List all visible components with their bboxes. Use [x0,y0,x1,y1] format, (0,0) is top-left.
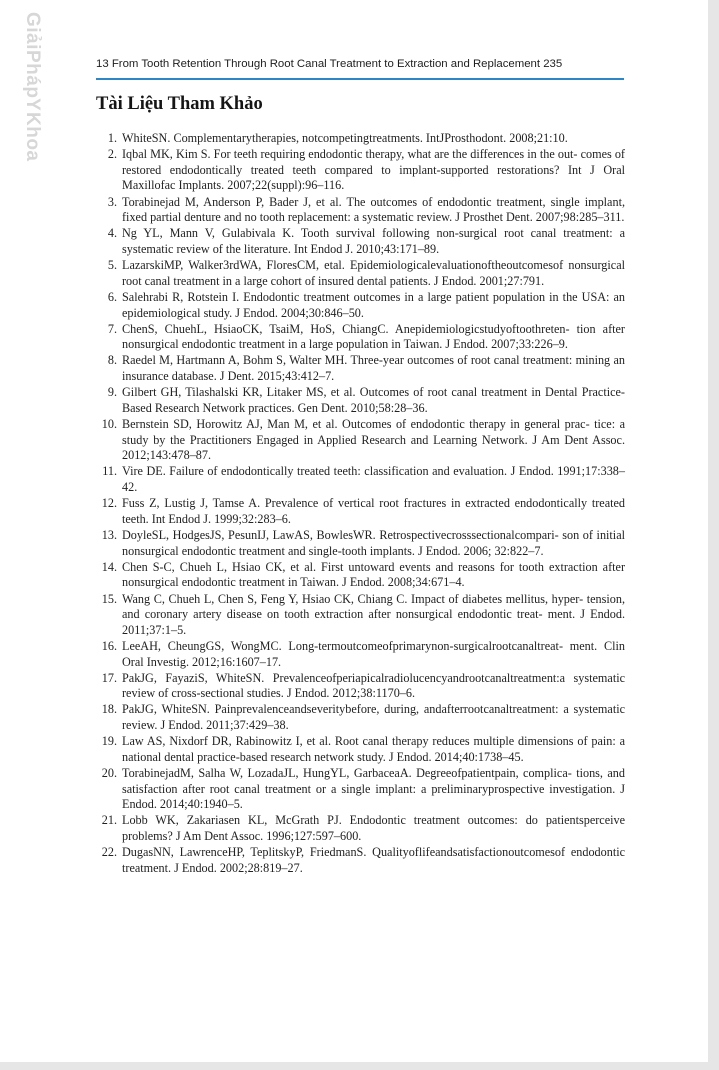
reference-number: 19. [101,734,117,749]
watermark-word: Giải [22,12,43,50]
reference-text: Chen S-C, Chueh L, Hsiao CK, et al. First untoward events and reasons for tooth extraction after nonsurgical endodontic treatment in Taiwan. J Endod. 2008;34:671–4. [122,559,625,590]
reference-number: 21. [101,813,117,828]
reference-item [96,195,625,226]
reference-text: WhiteSN. Complementarytherapies, notcompetingtreatments. IntJProsthodont. 2008;21:10. [122,131,568,145]
reference-number: 5. [107,258,117,273]
watermark-text [22,12,42,162]
reference-item [96,813,625,844]
reference-text: DugasNN, LawrenceHP, TeplitskyP, FriedmanS. Qualityoflifeandsatisfactionoutcomesof endodontic treatment. J Endod. 2002;28:819–27. [122,845,625,875]
reference-text: Wang C, Chueh L, Chen S, Feng Y, Hsiao CK, Chiang C. Impact of diabetes mellitus, hyper- tension, and coronary artery disease on tooth extraction after nonsurgical endodontic treat- ment. J Endod. 2011;37:1–5. [122,591,625,637]
reference-text: Lobb WK, Zakariasen KL, McGrath PJ. Endodontic treatment outcomes: do patientsperceive problems? J Am Dent Assoc. 1996;127:597–600. [122,813,625,843]
reference-item [96,464,625,495]
reference-text: Law AS, Nixdorf DR, Rabinowitz I, et al. Root canal therapy reduces multiple dimensions of pain: a national dental practice-based research network study. J Endod. 2014;40:1738–45. [122,734,625,764]
header-rule [96,78,624,80]
reference-number: 22. [101,845,117,860]
reference-number: 14. [101,559,117,574]
reference-number: 1. [107,131,117,145]
reference-item [96,417,625,464]
watermark-word: Y [22,98,43,112]
reference-text: LeeAH, CheungGS, WongMC. Long-termoutcomeofprimarynon-surgicalrootcanaltreat- ment. Clin Oral Investig. 2012;16:1607–17. [122,638,625,669]
reference-item [96,147,625,194]
watermark-word: Pháp [22,49,43,99]
reference-item [96,226,625,257]
reference-number: 18. [101,702,117,717]
reference-item [96,560,625,591]
reference-number: 4. [107,226,117,241]
reference-text: Bernstein SD, Horowitz AJ, Man M, et al. Outcomes of endodontic therapy in general prac- tice: a study by the Practitioners Engaged in Applied Research and Learning Network. J Am Dent Assoc. 2012;143:478–87. [122,417,625,463]
reference-text: Iqbal MK, Kim S. For teeth requiring endodontic therapy, what are the differences in the out- comes of restored endodontically treated teeth compared to implant-supported restorations? Int J Oral Maxillofac Implants. 2007;22(suppl):96–116. [122,147,625,193]
reference-number: 3. [107,194,117,209]
reference-number: 10. [101,417,117,432]
reference-number: 15. [101,591,117,606]
reference-item [96,639,625,670]
reference-number: 16. [101,638,117,653]
reference-item [96,131,625,147]
reference-number: 11. [102,464,117,479]
reference-number: 13. [101,527,117,542]
reference-text: DoyleSL, HodgesJS, PesunIJ, LawAS, BowlesWR. Retrospectivecrosssectionalcompari- son of initial nonsurgical endodontic treatment and single-tooth implants. J Endod. 2006; 32:822–7. [122,527,625,558]
reference-item [96,734,625,765]
reference-number: 12. [101,496,117,511]
reference-list [96,131,625,877]
reference-number: 2. [107,147,117,162]
reference-text: Torabinejad M, Anderson P, Bader J, et al. The outcomes of endodontic treatment, single implant, fixed partial denture and no tooth replacement: a systematic review. J Prosthet Dent. 2007;98:285–311. [122,194,625,225]
reference-item [96,258,625,289]
reference-item [96,528,625,559]
reference-number: 17. [101,670,117,685]
reference-text: Ng YL, Mann V, Gulabivala K. Tooth survival following non-surgical root canal treatment: a systematic review of the literature. Int Endod J. 2010;43:171–89. [122,226,625,256]
running-header: 13 From Tooth Retention Through Root Canal Treatment to Extraction and Replacement 235 [96,58,563,70]
reference-text: Raedel M, Hartmann A, Bohm S, Walter MH. Three-year outcomes of root canal treatment: mining an insurance database. J Dent. 2015;43:412–7. [122,353,625,384]
reference-text: Fuss Z, Lustig J, Tamse A. Prevalence of vertical root fractures in extracted endodontically treated teeth. Int Endod J. 1999;32:283–6. [122,496,625,526]
section-title: Tài Liệu Tham Khảo [96,94,263,114]
watermark-word: Khoa [22,111,43,162]
reference-text: TorabinejadM, Salha W, LozadaJL, HungYL, GarbaceaA. Degreeofpatientpain, complica- tions, and satisfaction after root canal treatment or a single implant: a preliminaryprospective investigation. J Endod. 2014;40:1940–5. [122,766,625,812]
reference-item [96,322,625,353]
reference-item [96,385,625,416]
reference-text: Salehrabi R, Rotstein I. Endodontic treatment outcomes in a large patient population in the USA: an epidemiological study. J Endod. 2004;30:846–50. [122,289,625,320]
reference-number: 20. [101,766,117,781]
reference-text: PakJG, WhiteSN. Painprevalenceandseveritybefore, during, andafterrootcanaltreatment: a systematic review. J Endod. 2011;37:429–38. [122,702,625,733]
reference-number: 9. [107,385,117,400]
reference-text: Gilbert GH, Tilashalski KR, Litaker MS, et al. Outcomes of root canal treatment in Dental Practice-Based Research Network practices. Gen Dent. 2010;58:28–36. [122,385,625,415]
reference-number: 6. [107,289,117,304]
reference-item [96,496,625,527]
reference-item [96,592,625,639]
reference-item [96,353,625,384]
reference-item [96,766,625,813]
reference-text: Vire DE. Failure of endodontically treated teeth: classification and evaluation. J Endod. 1991;17:338–42. [122,464,625,494]
reference-item [96,702,625,733]
reference-item [96,290,625,321]
reference-number: 7. [107,321,117,336]
reference-text: PakJG, FayaziS, WhiteSN. Prevalenceofperiapicalradiolucencyandrootcanaltreatment:a systematic review of cross-sectional studies. J Endod. 2012;38:1170–6. [122,670,625,701]
reference-item [96,671,625,702]
reference-item [96,845,625,876]
reference-number: 8. [107,353,117,368]
reference-text: ChenS, ChuehL, HsiaoCK, TsaiM, HoS, ChiangC. Anepidemiologicstudyoftoothreten- tion after nonsurgical endodontic treatment in a large population in Taiwan. J Endod. 2007;33:226–9. [122,321,625,352]
reference-text: LazarskiMP, Walker3rdWA, FloresCM, etal. Epidemiologicalevaluationoftheoutcomesof nonsurgical root canal treatment in a large cohort of insured dental patients. J Endod. 2001;27:791. [122,258,625,288]
